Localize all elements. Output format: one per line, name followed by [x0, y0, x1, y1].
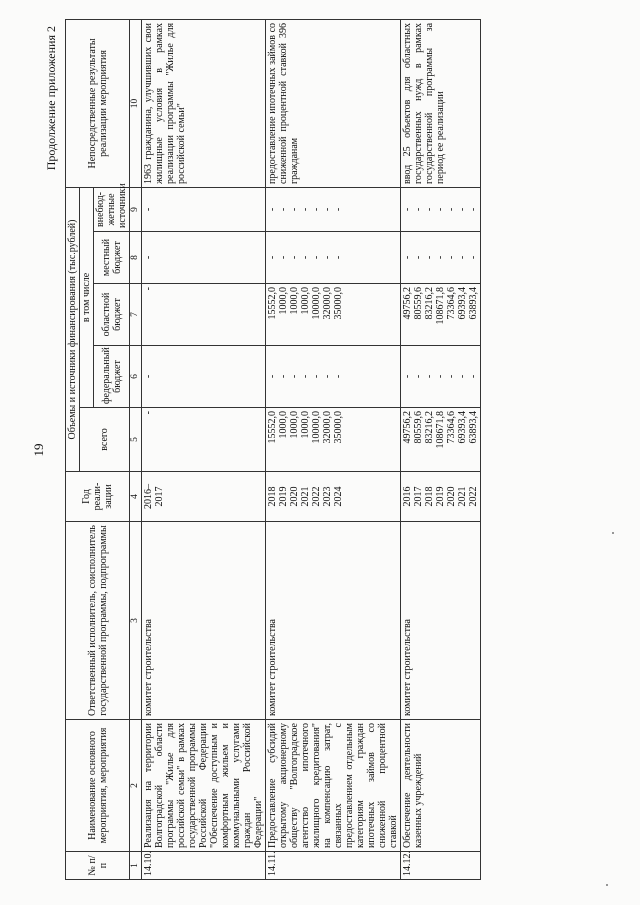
row-local-value: -	[289, 255, 300, 260]
header-volumes: Объемы и источники финансирования (тыс.рублей)	[66, 187, 80, 471]
row-local	[142, 232, 266, 284]
row-total-value: 1000,0	[300, 411, 311, 439]
header-total: всего	[80, 408, 130, 472]
row-federal-value: -	[333, 374, 344, 379]
row-offbudget-value: -	[143, 207, 154, 212]
row-federal-value: -	[143, 374, 154, 379]
row-years-value: 2022	[468, 486, 479, 507]
col-number: 3	[130, 522, 142, 720]
table-row	[142, 19, 266, 879]
row-years	[401, 472, 481, 522]
row-local-value: -	[143, 255, 154, 260]
row-years-value: 2020	[446, 486, 457, 507]
row-regional-value: 63893,4	[468, 287, 479, 320]
row-total-value: 73364,6	[446, 411, 457, 444]
row-years-value: 2016	[402, 486, 413, 507]
row-total	[142, 408, 266, 472]
header-executor: Ответственный исполнитель, соисполнитель государственной программы, подпрограммы	[66, 522, 130, 720]
scan-speck	[606, 884, 608, 886]
row-offbudget-value: -	[289, 207, 300, 212]
row-federal-value: -	[402, 374, 413, 379]
row-federal-value: -	[278, 374, 289, 379]
row-total-value: 1000,0	[278, 411, 289, 439]
col-number: 7	[130, 284, 142, 346]
row-regional-value: 35000,0	[333, 287, 344, 320]
row-name: Обеспечение деятельности казенных учреждений	[401, 720, 481, 852]
row-executor: комитет строительства	[142, 522, 266, 720]
row-number: 14.10.	[142, 852, 266, 880]
row-local	[266, 232, 401, 284]
row-local-value: -	[402, 255, 413, 260]
col-number: 5	[130, 408, 142, 472]
row-federal-value: -	[322, 374, 333, 379]
row-federal-value: -	[300, 374, 311, 379]
rotated-page-content	[32, 20, 622, 880]
row-regional-value: 49756,2	[402, 287, 413, 320]
row-years-value: 2018	[267, 486, 278, 507]
row-regional	[401, 284, 481, 346]
continuation-label: Продолжение приложения 2	[44, 26, 58, 171]
row-number: 14.11.	[266, 852, 401, 880]
row-executor: комитет строительства	[401, 522, 481, 720]
row-total-value: -	[143, 411, 154, 415]
col-number: 2	[130, 720, 142, 852]
table-row	[266, 19, 401, 879]
row-total-value: 15552,0	[267, 411, 278, 444]
row-local-value: -	[435, 255, 446, 260]
row-executor: комитет строительства	[266, 522, 401, 720]
row-name: Реализация на территории Волгоградской области программы "Жилье для российской семьи" в рамках государственной программы Российской Федерации "Обеспечение доступным и комфортным жильем и коммунальными услугами граждан Российской Федерации"	[142, 720, 266, 852]
row-regional	[266, 284, 401, 346]
row-offbudget	[266, 187, 401, 231]
row-federal-value: -	[457, 374, 468, 379]
row-local-value: -	[300, 255, 311, 260]
row-regional	[142, 284, 266, 346]
header-name: Наименование основного мероприятия, мероприятия	[66, 720, 130, 852]
row-regional-value: 83216,2	[424, 287, 435, 320]
row-total-value: 69393,4	[457, 411, 468, 444]
header-results: Непосредственные результаты реализации мероприятия	[66, 19, 130, 187]
row-federal-value: -	[468, 374, 479, 379]
row-offbudget-value: -	[468, 207, 479, 212]
row-local-value: -	[278, 255, 289, 260]
page-number: 19	[31, 443, 46, 457]
col-number: 8	[130, 232, 142, 284]
row-regional-value: 69393,4	[457, 287, 468, 320]
scan-speck	[612, 532, 614, 534]
row-result: предоставление ипотечных займов со сниженной процентной ставкой 396 гражданам	[266, 19, 401, 187]
row-total-value: 108671,8	[435, 411, 446, 449]
header-regional: областной бюджет	[94, 284, 130, 346]
row-total	[401, 408, 481, 472]
row-offbudget-value: -	[311, 207, 322, 212]
row-regional-value: 1000,0	[289, 287, 300, 315]
header-federal: федеральный бюджет	[94, 346, 130, 408]
row-years-value: 2021	[457, 486, 468, 507]
row-offbudget	[142, 187, 266, 231]
row-offbudget-value: -	[333, 207, 344, 212]
row-offbudget-value: -	[267, 207, 278, 212]
row-regional-value: 80559,6	[413, 287, 424, 320]
col-number: 1	[130, 852, 142, 880]
row-federal-value: -	[424, 374, 435, 379]
row-years-value: 2021	[300, 486, 311, 507]
row-offbudget-value: -	[413, 207, 424, 212]
row-offbudget-value: -	[457, 207, 468, 212]
row-total-value: 49756,2	[402, 411, 413, 444]
row-federal	[142, 346, 266, 408]
row-total-value: 10000,0	[311, 411, 322, 444]
row-local-value: -	[333, 255, 344, 260]
row-years-value: 2019	[435, 486, 446, 507]
row-federal-value: -	[311, 374, 322, 379]
row-federal	[266, 346, 401, 408]
row-total	[266, 408, 401, 472]
row-federal-value: -	[435, 374, 446, 379]
row-regional-value: 32000,0	[322, 287, 333, 320]
column-number-row	[130, 19, 142, 879]
row-number: 14.12.	[401, 852, 481, 880]
row-regional-value: 1000,0	[278, 287, 289, 315]
row-years-value: 2016–2017	[143, 484, 165, 509]
row-local-value: -	[413, 255, 424, 260]
row-offbudget-value: -	[300, 207, 311, 212]
row-local-value: -	[468, 255, 479, 260]
header-year: Год реали-зации	[66, 472, 130, 522]
row-years	[142, 472, 266, 522]
row-regional-value: 1000,0	[300, 287, 311, 315]
row-regional-value: -	[143, 287, 154, 291]
row-local-value: -	[311, 255, 322, 260]
row-federal	[401, 346, 481, 408]
table-body	[142, 19, 481, 879]
row-local-value: -	[322, 255, 333, 260]
row-federal-value: -	[446, 374, 457, 379]
col-number: 6	[130, 346, 142, 408]
row-total-value: 80559,6	[413, 411, 424, 444]
row-local-value: -	[457, 255, 468, 260]
row-total-value: 35000,0	[333, 411, 344, 444]
row-offbudget	[401, 187, 481, 231]
row-offbudget-value: -	[424, 207, 435, 212]
row-total-value: 32000,0	[322, 411, 333, 444]
row-total-value: 1000,0	[289, 411, 300, 439]
financing-table	[65, 19, 481, 880]
row-years-value: 2022	[311, 486, 322, 507]
row-local-value: -	[446, 255, 457, 260]
header-in-total: в том числе	[80, 187, 94, 407]
row-regional-value: 15552,0	[267, 287, 278, 320]
header-num: № п/п	[66, 852, 130, 880]
header-local: местный бюджет	[94, 232, 130, 284]
row-offbudget-value: -	[446, 207, 457, 212]
header-offbudget: внебюд-жетные источники	[94, 187, 130, 231]
row-local-value: -	[267, 255, 278, 260]
row-federal-value: -	[267, 374, 278, 379]
row-offbudget-value: -	[322, 207, 333, 212]
row-total-value: 83216,2	[424, 411, 435, 444]
row-years	[266, 472, 401, 522]
row-name: Предоставление субсидий открытому акционерному обществу "Волгоградское агентство ипотечного жилищного кредитования" на компенсацию затрат, связанных с предоставлением отдельным категориям граждан ипотечных займов со сниженной процентной ставкой	[266, 720, 401, 852]
col-number: 10	[130, 19, 142, 187]
row-years-value: 2018	[424, 486, 435, 507]
row-local	[401, 232, 481, 284]
row-regional-value: 73364,6	[446, 287, 457, 320]
row-offbudget-value: -	[278, 207, 289, 212]
row-years-value: 2019	[278, 486, 289, 507]
row-years-value: 2023	[322, 486, 333, 507]
row-local-value: -	[424, 255, 435, 260]
table-row	[401, 19, 481, 879]
row-result: ввод 25 объектов для областных государственных нужд в рамках государственной программы за период ее реализации	[401, 19, 481, 187]
row-result: 1963 гражданина, улучшивших свои жилищные условия в рамках реализации программы "Жилье для российской семьи"	[142, 19, 266, 187]
row-federal-value: -	[413, 374, 424, 379]
row-regional-value: 108671,8	[435, 287, 446, 325]
row-offbudget-value: -	[435, 207, 446, 212]
col-number: 4	[130, 472, 142, 522]
row-total-value: 63893,4	[468, 411, 479, 444]
row-years-value: 2020	[289, 486, 300, 507]
row-regional-value: 10000,0	[311, 287, 322, 320]
col-number: 9	[130, 187, 142, 231]
row-years-value: 2024	[333, 486, 344, 507]
row-years-value: 2017	[413, 486, 424, 507]
row-offbudget-value: -	[402, 207, 413, 212]
row-federal-value: -	[289, 374, 300, 379]
